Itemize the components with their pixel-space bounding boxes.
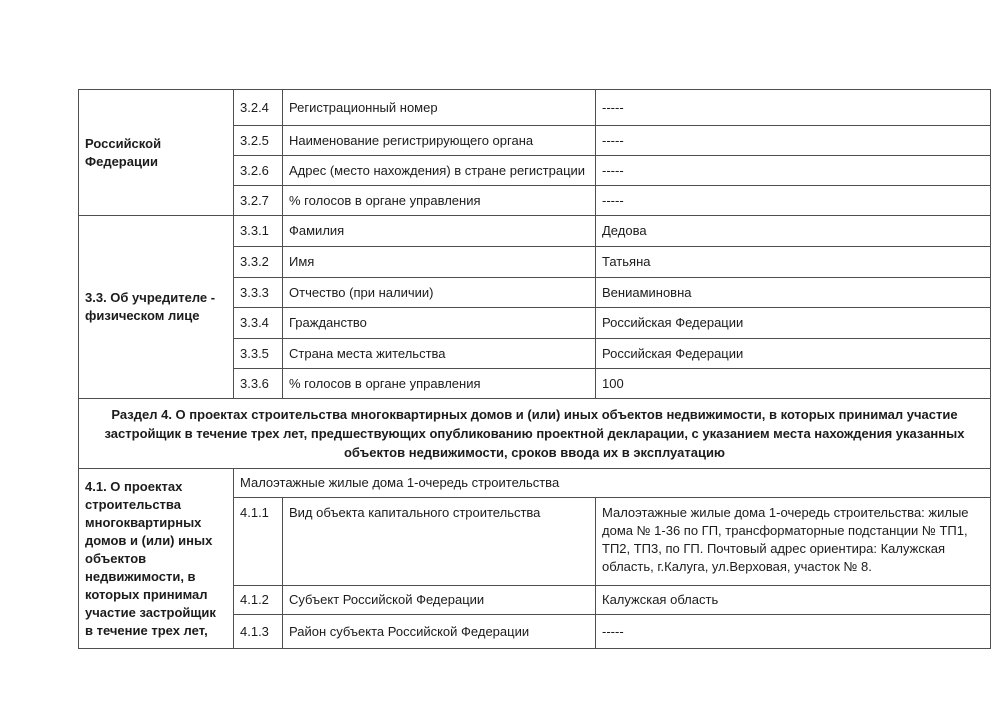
row-value-cell: Вениаминовна: [596, 278, 991, 308]
row-number-cell: 3.2.7: [234, 186, 283, 216]
row-value-cell: -----: [596, 186, 991, 216]
row-number-cell: 3.2.5: [234, 126, 283, 156]
row-number-cell: 4.1.1: [234, 498, 283, 586]
row-number-cell: 4.1.2: [234, 586, 283, 615]
declaration-table: [78, 89, 991, 649]
row-title-cell: % голосов в органе управления: [283, 186, 596, 216]
row-title-cell: Отчество (при наличии): [283, 278, 596, 308]
row-title-cell: Гражданство: [283, 308, 596, 339]
row-value-cell: Российская Федерации: [596, 308, 991, 339]
row-number-cell: 3.3.6: [234, 369, 283, 399]
row-number-cell: 3.3.3: [234, 278, 283, 308]
row-title-cell: Регистрационный номер: [283, 90, 596, 126]
table-row: [79, 216, 991, 247]
section-header-row: [79, 399, 991, 469]
row-title-cell: Страна места жительства: [283, 339, 596, 369]
row-value-cell: Калужская область: [596, 586, 991, 615]
row-title-cell: Фамилия: [283, 216, 596, 247]
row-title-cell: % голосов в органе управления: [283, 369, 596, 399]
row-number-cell: 3.3.2: [234, 247, 283, 278]
table-row: [79, 90, 991, 126]
row-title-cell: Адрес (место нахождения) в стране регистрации: [283, 156, 596, 186]
project-subheader-cell: Малоэтажные жилые дома 1-очередь строительства: [234, 469, 991, 498]
row-value-cell: Дедова: [596, 216, 991, 247]
row-value-cell: Татьяна: [596, 247, 991, 278]
row-value-cell: -----: [596, 126, 991, 156]
row-value-cell: -----: [596, 90, 991, 126]
row-value-cell: Российская Федерации: [596, 339, 991, 369]
row-value-cell: -----: [596, 156, 991, 186]
row-value-cell: 100: [596, 369, 991, 399]
row-number-cell: 3.3.1: [234, 216, 283, 247]
row-number-cell: 3.2.4: [234, 90, 283, 126]
row-number-cell: 3.3.4: [234, 308, 283, 339]
row-value-cell: Малоэтажные жилые дома 1-очередь строительства: жилые дома № 1-36 по ГП, трансформаторные подстанции № ТП1, ТП2, ТП3, по ГП. Почтовый адрес ориентира: Калужская область, г.Калуга, ул.Верховая, участок № 8.: [596, 498, 991, 586]
row-number-cell: 3.2.6: [234, 156, 283, 186]
row-title-cell: Вид объекта капитального строительства: [283, 498, 596, 586]
table-row: [79, 469, 991, 498]
group-label-cell: Российской Федерации: [79, 90, 234, 216]
row-title-cell: Район субъекта Российской Федерации: [283, 615, 596, 649]
row-number-cell: 3.3.5: [234, 339, 283, 369]
row-number-cell: 4.1.3: [234, 615, 283, 649]
row-title-cell: Имя: [283, 247, 596, 278]
row-value-cell: -----: [596, 615, 991, 649]
section-header-cell: Раздел 4. О проектах строительства многоквартирных домов и (или) иных объектов недвижимости, в которых принимал участие застройщик в течение трех лет, предшествующих опубликованию проектной декларации, с указанием места нахождения указанных объектов недвижимости, сроков ввода их в эксплуатацию: [79, 399, 991, 469]
row-title-cell: Субъект Российской Федерации: [283, 586, 596, 615]
group-label-cell: 3.3. Об учредителе - физическом лице: [79, 216, 234, 399]
group-label-cell: 4.1. О проектах строительства многоквартирных домов и (или) иных объектов недвижимости, в которых принимал участие застройщик в течение трех лет,: [79, 469, 234, 649]
row-title-cell: Наименование регистрирующего органа: [283, 126, 596, 156]
